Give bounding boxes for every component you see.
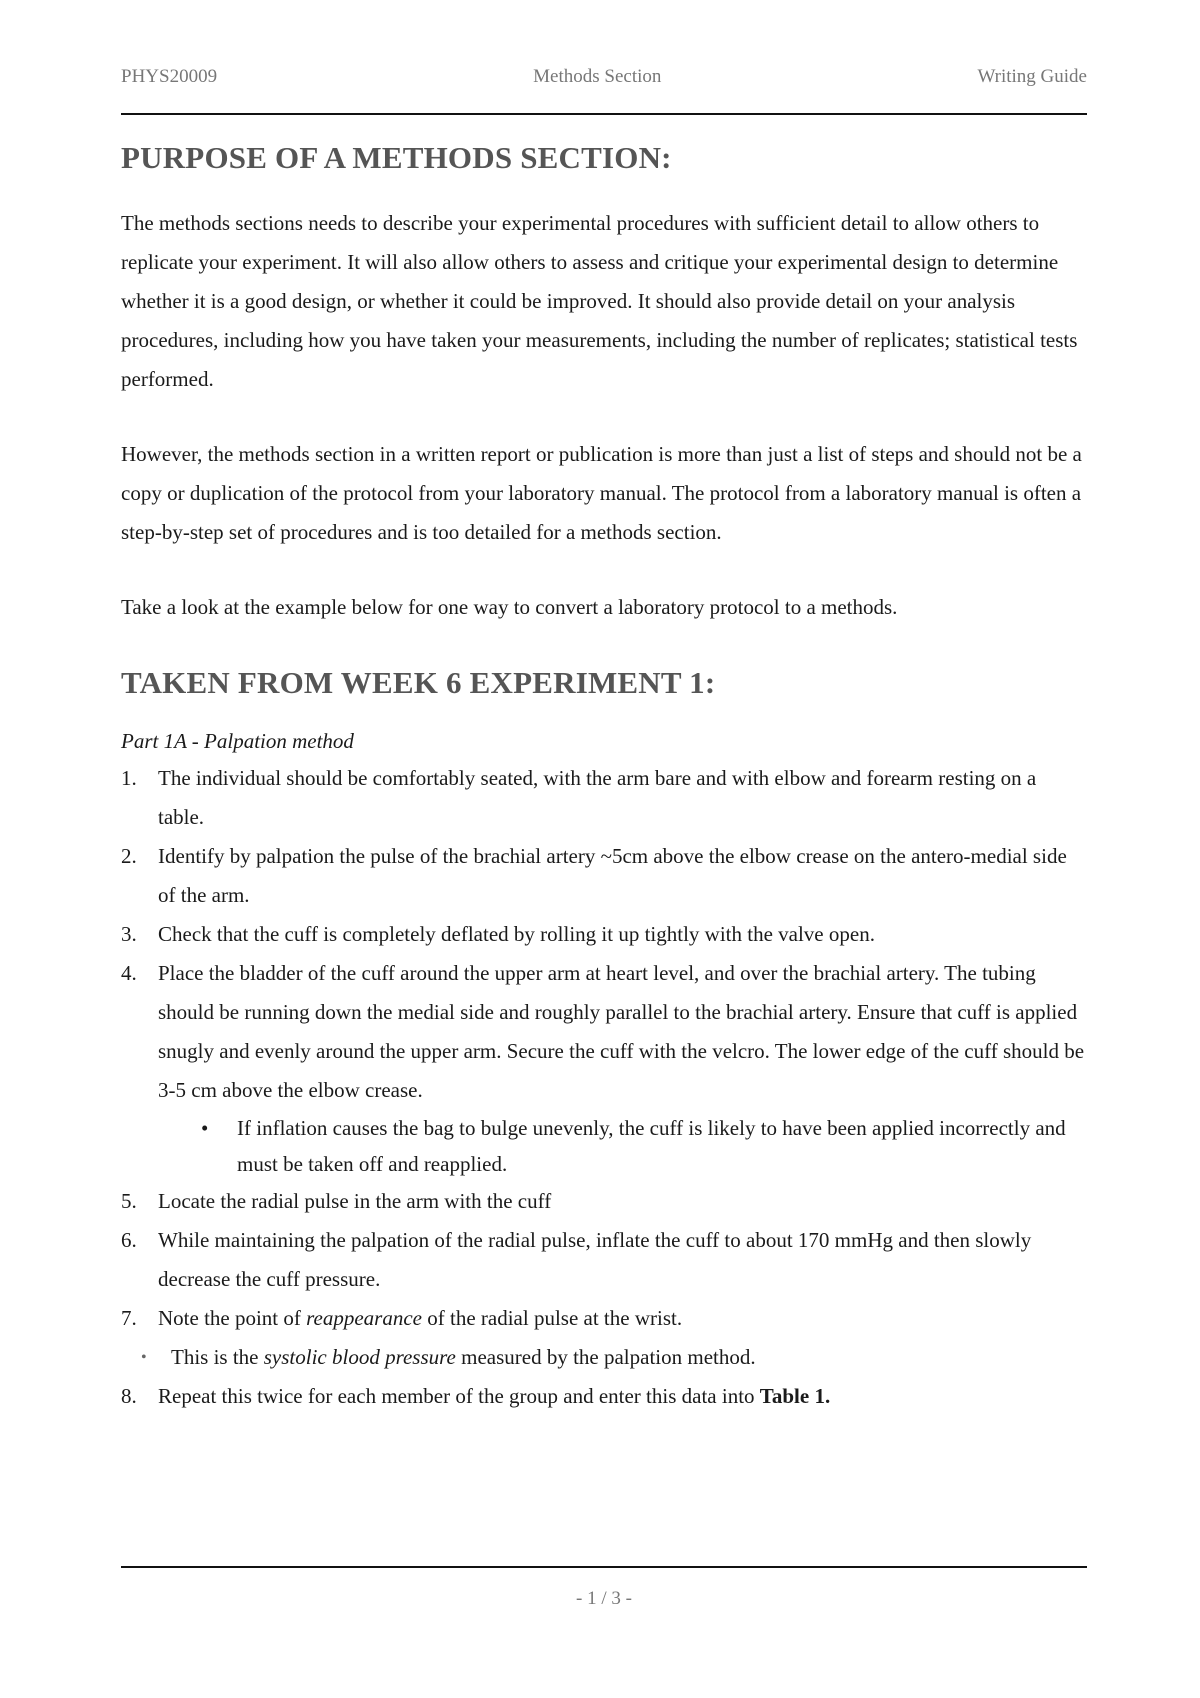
step-text: Check that the cuff is completely deflated by rolling it up tightly with the valve open. <box>158 922 875 946</box>
step-text: Place the bladder of the cuff around the upper arm at heart level, and over the brachial artery. The tubing should be running down the medial side and roughly parallel to the brachial artery. Ensure that cuff is applied snugly and evenly around the upper arm. Secure the cuff with the velcro. The lower edge of the cuff should be 3-5 cm above the elbow crease. <box>158 961 1085 1102</box>
step-text: Locate the radial pulse in the arm with the cuff <box>158 1189 552 1213</box>
step-number: 1. <box>121 766 137 790</box>
header-section-title: Methods Section <box>533 66 662 87</box>
page-header <box>121 66 1087 88</box>
step-7-sublist <box>141 1338 1087 1377</box>
header-divider <box>121 113 1087 115</box>
sub-bullet-end: measured by the palpation method. <box>455 1345 756 1369</box>
procedure-list <box>121 759 1087 1110</box>
document-body <box>121 140 1087 1416</box>
purpose-paragraph-1: The methods sections needs to describe your experimental procedures with sufficient detail to allow others to replicate your experiment. It will also allow others to assess and critique your experimental design to determine whether it is a good design, or whether it could be improved. It should also provide detail on your analysis procedures, including how you have taken your measurements, including the number of replicates; statistical tests performed. <box>121 211 1078 391</box>
table-reference: Table 1. <box>759 1384 831 1408</box>
list-item <box>121 1221 1087 1299</box>
step-text: Identify by palpation the pulse of the brachial artery ~5cm above the elbow crease on the antero-medial side of the arm. <box>158 844 1067 907</box>
step-number: 4. <box>121 961 137 985</box>
step-text-start: Note the point of <box>158 1306 307 1330</box>
step-text: The individual should be comfortably seated, with the arm bare and with elbow and forearm resting on a table. <box>158 766 1037 829</box>
step-number: 3. <box>121 922 137 946</box>
sub-bullet-start: This is the <box>171 1345 264 1369</box>
step-number: 6. <box>121 1228 137 1252</box>
bullet-icon: • <box>201 1116 209 1140</box>
list-item <box>121 1377 1087 1416</box>
step-number: 7. <box>121 1306 137 1330</box>
step-number: 8. <box>121 1384 137 1408</box>
list-item <box>121 759 1087 837</box>
page-number: - 1 / 3 - <box>576 1588 632 1609</box>
experiment-heading: TAKEN FROM WEEK 6 EXPERIMENT 1: <box>121 665 716 700</box>
header-doc-type: Writing Guide <box>977 66 1087 87</box>
purpose-paragraph-2: However, the methods section in a written report or publication is more than just a list of steps and should not be a copy or duplication of the protocol from your laboratory manual. The protocol from a laboratory manual is often a step-by-step set of procedures and is too detailed for a methods section. <box>121 442 1082 544</box>
list-item <box>121 915 1087 954</box>
sub-bullet-text: If inflation causes the bag to bulge unevenly, the cuff is likely to have been applied incorrectly and must be taken off and reapplied. <box>237 1116 1066 1176</box>
list-item <box>121 954 1087 1110</box>
step-number: 5. <box>121 1189 137 1213</box>
part-subheading: Part 1A - Palpation method <box>121 729 354 753</box>
list-item <box>121 837 1087 915</box>
step-text-emphasis: reappearance <box>306 1306 422 1330</box>
step-number: 2. <box>121 844 137 868</box>
step-text-start: Repeat this twice for each member of the group and enter this data into <box>158 1384 760 1408</box>
purpose-paragraph-3: Take a look at the example below for one way to convert a laboratory protocol to a methods. <box>121 595 898 619</box>
list-item <box>121 1338 1087 1377</box>
step-4-sublist <box>121 1110 1087 1182</box>
procedure-list-continued <box>121 1182 1087 1416</box>
list-item <box>121 1299 1087 1377</box>
footer-divider <box>121 1566 1087 1568</box>
sub-bullet-emphasis: systolic blood pressure <box>263 1345 456 1369</box>
step-text: While maintaining the palpation of the radial pulse, inflate the cuff to about 170 mmHg and then slowly decrease the cuff pressure. <box>158 1228 1032 1291</box>
header-course-code: PHYS20009 <box>121 66 218 87</box>
list-item <box>121 1110 1087 1182</box>
step-text-end: of the radial pulse at the wrist. <box>422 1306 683 1330</box>
list-item <box>121 1182 1087 1221</box>
bullet-icon: • <box>141 1349 147 1366</box>
purpose-heading: PURPOSE OF A METHODS SECTION: <box>121 140 672 175</box>
